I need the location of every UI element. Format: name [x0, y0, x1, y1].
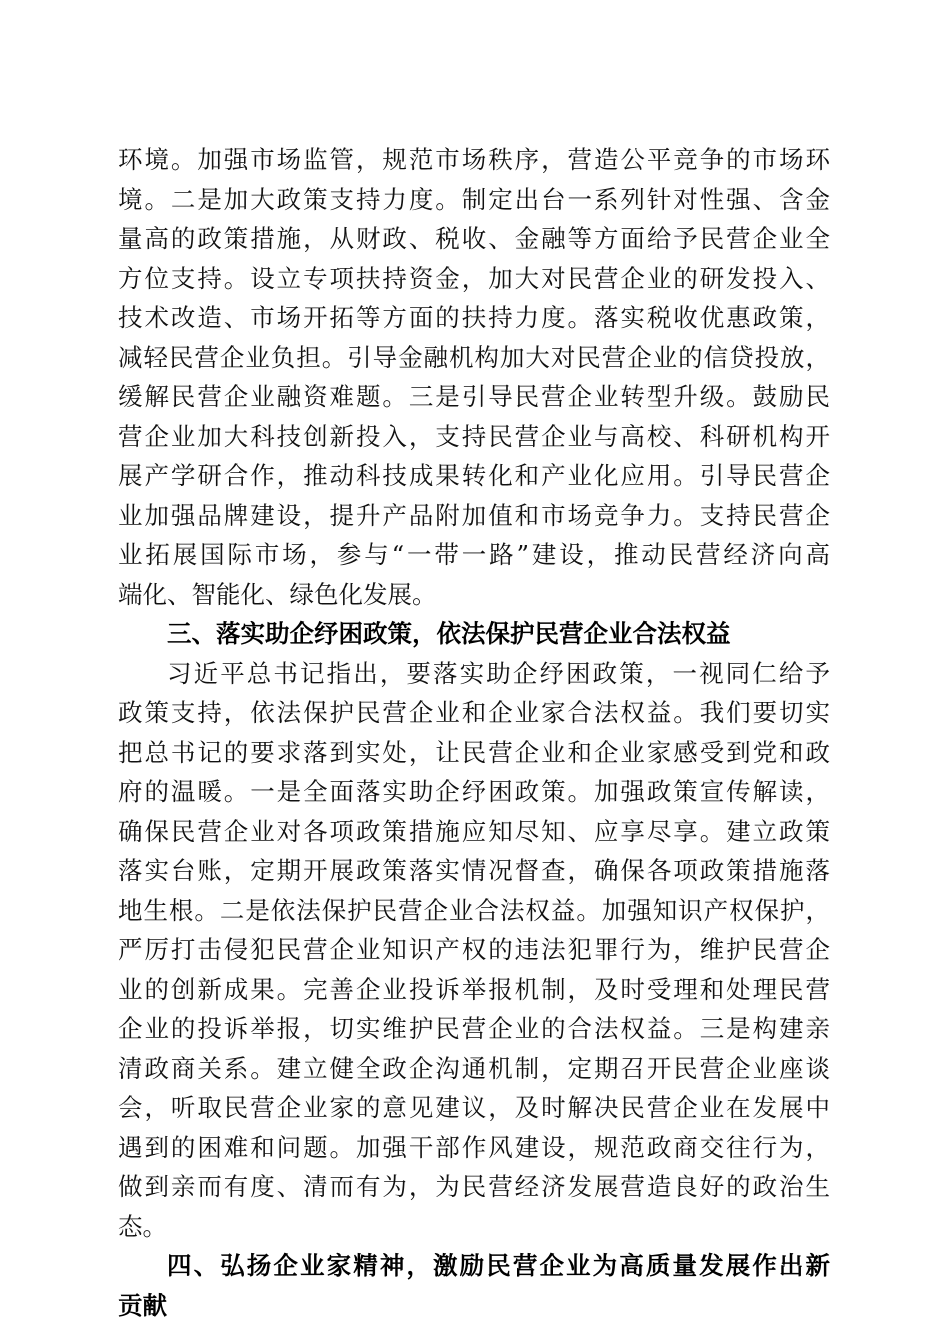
text-line: 政策支持，依法保护民营企业和企业家合法权益。我们要切实 — [118, 698, 830, 727]
text-line: 态。 — [118, 1211, 167, 1241]
text-line: 会，听取民营企业家的意见建议，及时解决民营企业在发展中 — [118, 1093, 830, 1122]
text-line: 把总书记的要求落到实处，让民营企业和企业家感受到党和政 — [118, 737, 830, 767]
text-line: 业的创新成果。完善企业投诉举报机制，及时受理和处理民营 — [118, 974, 830, 1004]
text-line: 展产学研合作，推动科技成果转化和产业化应用。引导民营企 — [118, 461, 830, 490]
text-line: 企业的投诉举报，切实维护民营企业的合法权益。三是构建亲 — [118, 1014, 830, 1043]
text-line: 营企业加大科技创新投入，支持民营企业与高校、科研机构开 — [118, 421, 830, 451]
section4-heading: 四、弘扬企业家精神，激励民营企业为高质量发展作出新 — [167, 1251, 830, 1280]
text-line: 地生根。二是依法保护民营企业合法权益。加强知识产权保护， — [118, 895, 830, 925]
text-line: 端化、智能化、绿色化发展。 — [118, 579, 437, 609]
text-line: 清政商关系。建立健全政企沟通机制，定期召开民营企业座谈 — [118, 1053, 830, 1083]
section3-heading: 三、落实助企纾困政策，依法保护民营企业合法权益 — [167, 619, 731, 648]
section2-paragraph — [118, 140, 830, 614]
text-line: 方位支持。设立专项扶持资金，加大对民营企业的研发投入、 — [118, 263, 830, 293]
section3-paragraph — [118, 654, 830, 1247]
text-line: 严厉打击侵犯民营企业知识产权的违法犯罪行为，维护民营企 — [118, 935, 830, 964]
text-line: 遇到的困难和问题。加强干部作风建设，规范政商交往行为， — [118, 1132, 830, 1162]
text-line: 境。二是加大政策支持力度。制定出台一系列针对性强、含金 — [118, 184, 830, 214]
text-line: 减轻民营企业负担。引导金融机构加大对民营企业的信贷投放， — [118, 342, 830, 372]
text-line: 落实台账，定期开展政策落实情况督查，确保各项政策措施落 — [118, 856, 830, 885]
text-line: 业加强品牌建设，提升产品附加值和市场竞争力。支持民营企 — [118, 500, 830, 530]
text-line: 环境。加强市场监管，规范市场秩序，营造公平竞争的市场环 — [118, 145, 830, 174]
text-line: 技术改造、市场开拓等方面的扶持力度。落实税收优惠政策， — [118, 303, 830, 332]
text-line: 做到亲而有度、清而有为，为民营经济发展营造良好的政治生 — [118, 1172, 830, 1201]
section4-heading-continued: 贡献 — [118, 1290, 167, 1320]
text-line: 业拓展国际市场，参与“一带一路”建设，推动民营经济向高 — [118, 540, 830, 569]
text-line: 府的温暖。一是全面落实助企纾困政策。加强政策宣传解读， — [118, 777, 830, 806]
text-line: 确保民营企业对各项政策措施应知尽知、应享尽享。建立政策 — [118, 816, 830, 846]
text-line: 量高的政策措施，从财政、税收、金融等方面给予民营企业全 — [118, 224, 830, 253]
text-line: 习近平总书记指出，要落实助企纾困政策，一视同仁给予 — [167, 658, 830, 688]
document-body — [118, 140, 830, 1325]
text-line: 缓解民营企业融资难题。三是引导民营企业转型升级。鼓励民 — [118, 382, 830, 411]
